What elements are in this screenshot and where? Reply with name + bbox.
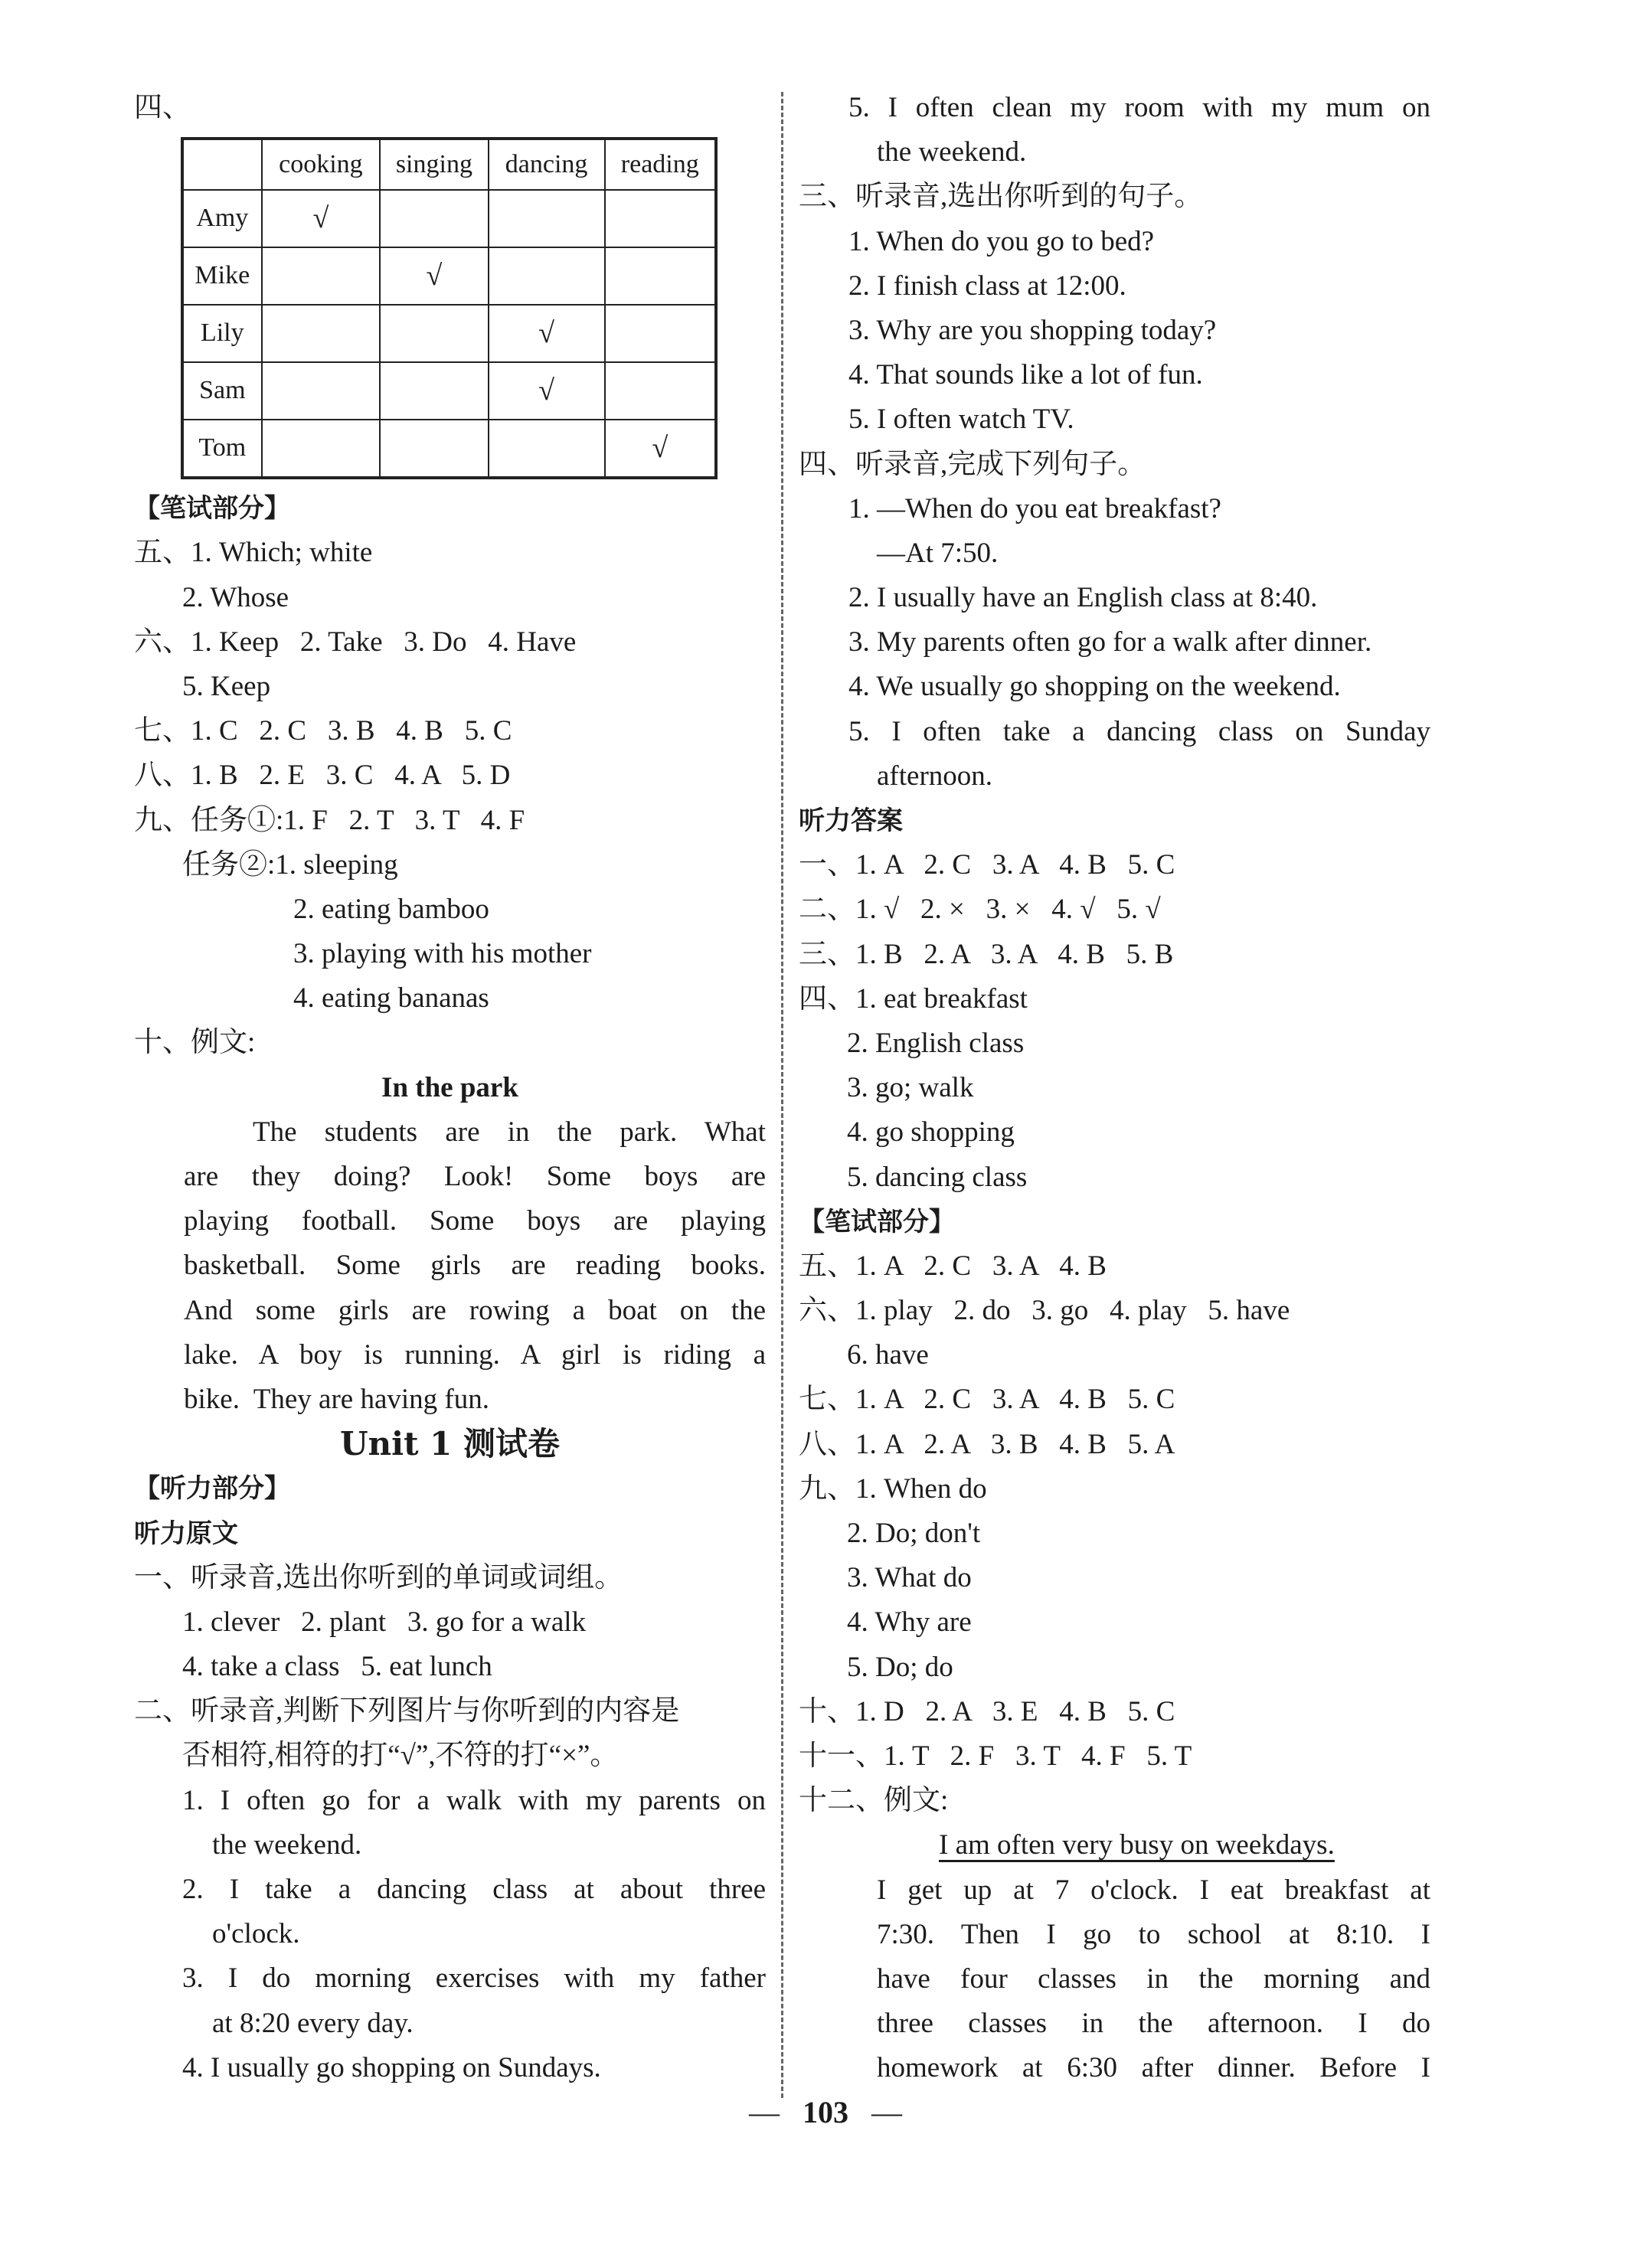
essay-line: bike. They are having fun. bbox=[184, 1383, 489, 1415]
question-line: 1. When do you go to bed? bbox=[848, 225, 1155, 257]
check-cell bbox=[262, 305, 381, 362]
right-column bbox=[799, 86, 1430, 2090]
row-name: Amy bbox=[182, 190, 262, 247]
check-cell: √ bbox=[489, 362, 605, 420]
row-name: Lily bbox=[182, 305, 262, 362]
answer-line: 任务②:1. sleeping bbox=[182, 848, 398, 881]
essay-title: In the park bbox=[381, 1071, 518, 1103]
footer-dash: — bbox=[749, 2095, 780, 2129]
page-footer bbox=[0, 2094, 1651, 2130]
table-header-row bbox=[182, 139, 716, 190]
essay-line: 7:30. Then I go to school at 8:10. I bbox=[877, 1918, 1430, 1950]
check-cell: √ bbox=[489, 305, 605, 362]
answer-line: 三、1. B 2. A 3. A 4. B 5. B bbox=[799, 938, 1174, 970]
question-line: 否相符,相符的打“√”,不符的打“×”。 bbox=[182, 1740, 619, 1772]
question-line: 5. I often take a dancing class on Sunday bbox=[848, 715, 1430, 747]
check-cell bbox=[605, 305, 716, 362]
answer-line: 5. Keep bbox=[182, 670, 271, 702]
answer-line: 4. Why are bbox=[847, 1606, 972, 1639]
answer-line: 十一、1. T 2. F 3. T 4. F 5. T bbox=[799, 1740, 1192, 1772]
row-name: Sam bbox=[182, 362, 262, 420]
section-heading: 听力答案 bbox=[799, 806, 903, 836]
question-line: 2. I usually have an English class at 8:40. bbox=[848, 582, 1318, 614]
question-line: 四、听录音,完成下列句子。 bbox=[799, 448, 1146, 480]
essay-line: lake. A boy is running. A girl is riding a bbox=[184, 1338, 766, 1371]
answer-line: 二、1. √ 2. × 3. × 4. √ 5. √ bbox=[799, 894, 1161, 926]
answer-line: 2. English class bbox=[847, 1027, 1025, 1059]
essay-line: basketball. Some girls are reading books. bbox=[184, 1250, 766, 1282]
answer-line: 八、1. A 2. A 3. B 4. B 5. A bbox=[799, 1428, 1175, 1460]
answer-line: 九、任务①:1. F 2. T 3. T 4. F bbox=[134, 804, 525, 836]
question-line: 2. I finish class at 12:00. bbox=[848, 270, 1126, 302]
answer-line: 2. Whose bbox=[182, 581, 289, 613]
question-line: 1. I often go for a walk with my parents on bbox=[182, 1784, 766, 1816]
essay-line: are they doing? Look! Some boys are bbox=[184, 1161, 766, 1192]
answer-line: 八、1. B 2. E 3. C 4. A 5. D bbox=[134, 760, 511, 792]
answer-line: 4. eating bananas bbox=[293, 982, 489, 1015]
question-line: 4. That sounds like a lot of fun. bbox=[848, 359, 1203, 391]
section-four-label: 四、 bbox=[134, 92, 191, 123]
answer-line: 3. playing with his mother bbox=[293, 938, 592, 970]
check-cell bbox=[380, 420, 488, 479]
essay-title bbox=[799, 1823, 1430, 1868]
answer-line: 七、1. C 2. C 3. B 4. B 5. C bbox=[134, 715, 512, 747]
question-line: the weekend. bbox=[212, 1828, 362, 1861]
row-name: Mike bbox=[182, 247, 262, 305]
essay-title-text: I am often very busy on weekdays. bbox=[939, 1829, 1335, 1861]
question-line: the weekend. bbox=[877, 136, 1027, 168]
essay-line: I get up at 7 o'clock. I eat breakfast at bbox=[877, 1874, 1430, 1906]
unit-test-title: Unit 1 测试卷 bbox=[340, 1425, 560, 1463]
answer-line: 3. go; walk bbox=[847, 1072, 974, 1104]
question-line: 2. I take a dancing class at about three bbox=[182, 1874, 766, 1905]
essay-line: have four classes in the morning and bbox=[877, 1962, 1430, 1995]
answer-line: 2. eating bamboo bbox=[293, 893, 489, 925]
table-header-cell: singing bbox=[380, 139, 488, 190]
question-line: 1. —When do you eat breakfast? bbox=[848, 492, 1221, 525]
question-line: 3. Why are you shopping today? bbox=[848, 314, 1217, 346]
essay-line: three classes in the afternoon. I do bbox=[877, 2008, 1430, 2040]
question-line: 1. clever 2. plant 3. go for a walk bbox=[182, 1606, 587, 1638]
check-cell bbox=[489, 420, 605, 479]
answer-line: 七、1. A 2. C 3. A 4. B 5. C bbox=[799, 1384, 1175, 1416]
section-heading: 【笔试部分】 bbox=[134, 493, 290, 525]
question-line: 5. I often watch TV. bbox=[848, 404, 1074, 436]
question-line: o'clock. bbox=[212, 1918, 300, 1950]
question-line: 4. I usually go shopping on Sundays. bbox=[182, 2051, 601, 2083]
answer-line: 十二、例文: bbox=[799, 1785, 949, 1817]
check-cell bbox=[605, 247, 716, 305]
answer-line: 2. Do; don't bbox=[847, 1518, 981, 1549]
answer-line: 4. go shopping bbox=[847, 1116, 1015, 1149]
check-cell: √ bbox=[380, 247, 488, 305]
answer-line: 一、1. A 2. C 3. A 4. B 5. C bbox=[799, 849, 1175, 881]
check-cell bbox=[489, 190, 605, 247]
column-divider bbox=[781, 92, 783, 2098]
check-cell bbox=[380, 362, 488, 420]
question-line: 3. I do morning exercises with my father bbox=[182, 1962, 766, 1995]
table-row bbox=[182, 190, 716, 247]
answer-line: 6. have bbox=[847, 1339, 929, 1371]
check-cell: √ bbox=[605, 420, 716, 479]
check-cell bbox=[262, 420, 381, 479]
hobby-table bbox=[181, 137, 718, 479]
answer-line: 六、1. play 2. do 3. go 4. play 5. have bbox=[799, 1295, 1290, 1327]
answer-line: 九、1. When do bbox=[799, 1472, 987, 1505]
answer-line: 5. Do; do bbox=[847, 1651, 953, 1683]
answer-line: 四、1. eat breakfast bbox=[799, 982, 1028, 1015]
essay-line: And some girls are rowing a boat on the bbox=[184, 1294, 766, 1326]
table-row bbox=[182, 247, 716, 305]
essay-line: playing football. Some boys are playing bbox=[184, 1205, 766, 1237]
question-line: at 8:20 every day. bbox=[212, 2007, 414, 2039]
question-line: 二、听录音,判断下列图片与你听到的内容是 bbox=[134, 1695, 680, 1727]
essay-line: The students are in the park. What bbox=[253, 1116, 766, 1148]
table-row bbox=[182, 305, 716, 362]
left-column bbox=[134, 86, 766, 2090]
check-cell bbox=[380, 305, 488, 362]
question-line: 5. I often clean my room with my mum on bbox=[848, 92, 1430, 123]
question-line: afternoon. bbox=[877, 760, 993, 792]
check-cell bbox=[605, 190, 716, 247]
answer-line: 3. What do bbox=[847, 1562, 972, 1594]
table-row bbox=[182, 420, 716, 479]
table-header-cell: dancing bbox=[489, 139, 605, 190]
question-line: 4. We usually go shopping on the weekend. bbox=[848, 671, 1341, 703]
check-cell bbox=[605, 362, 716, 420]
check-cell bbox=[262, 247, 381, 305]
answer-line: 5. dancing class bbox=[847, 1161, 1028, 1193]
question-line: 3. My parents often go for a walk after dinner. bbox=[848, 626, 1372, 659]
check-cell: √ bbox=[262, 190, 381, 247]
essay-line: homework at 6:30 after dinner. Before I bbox=[877, 2052, 1430, 2084]
check-cell bbox=[380, 190, 488, 247]
question-line: 4. take a class 5. eat lunch bbox=[182, 1651, 492, 1683]
table-row bbox=[182, 362, 716, 420]
section-heading: 听力原文 bbox=[134, 1518, 238, 1549]
table-header-cell: cooking bbox=[262, 139, 381, 190]
table-header-cell bbox=[182, 139, 262, 190]
row-name: Tom bbox=[182, 420, 262, 479]
check-cell bbox=[489, 247, 605, 305]
section-heading: 【笔试部分】 bbox=[799, 1206, 955, 1237]
question-line: —At 7:50. bbox=[877, 537, 999, 569]
answer-line: 五、1. A 2. C 3. A 4. B bbox=[799, 1250, 1107, 1282]
answer-line: 十、1. D 2. A 3. E 4. B 5. C bbox=[799, 1695, 1175, 1727]
section-heading: 【听力部分】 bbox=[134, 1473, 290, 1505]
table-header-cell: reading bbox=[605, 139, 716, 190]
answer-line: 六、1. Keep 2. Take 3. Do 4. Have bbox=[134, 626, 577, 658]
page-number: 103 bbox=[803, 2095, 848, 2129]
answer-line: 十、例文: bbox=[134, 1027, 256, 1059]
question-line: 三、听录音,选出你听到的句子。 bbox=[799, 181, 1203, 213]
answer-line: 五、1. Which; white bbox=[134, 537, 373, 569]
question-line: 一、听录音,选出你听到的单词或词组。 bbox=[134, 1561, 623, 1593]
footer-dash: — bbox=[871, 2095, 902, 2129]
check-cell bbox=[262, 362, 381, 420]
